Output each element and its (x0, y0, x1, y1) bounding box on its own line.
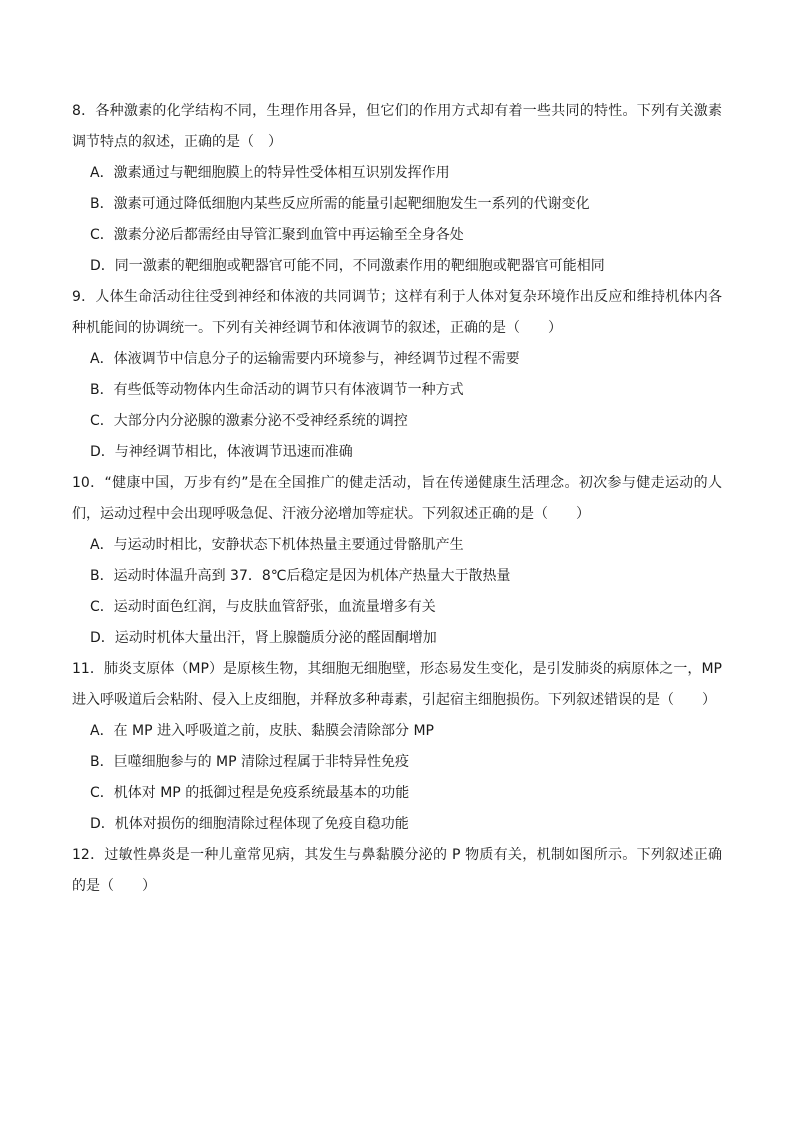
question-11 (72, 654, 722, 840)
question-9 (72, 282, 722, 468)
option-a: A．与运动时相比，安静状态下机体热量主要通过骨骼肌产生 (90, 537, 464, 553)
option-c: C．运动时面色红润，与皮肤血管舒张，血流量增多有关 (90, 599, 436, 615)
option-b: B．激素可通过降低细胞内某些反应所需的能量引起靶细胞发生一系列的代谢变化 (90, 196, 590, 212)
option-b: B．有些低等动物体内生命活动的调节只有体液调节一种方式 (90, 382, 464, 398)
option-d: D．与神经调节相比，体液调节迅速而准确 (90, 444, 353, 460)
question-8 (72, 96, 722, 282)
option-d: D．同一激素的靶细胞或靶器官可能不同，不同激素作用的靶细胞或靶器官可能相同 (90, 258, 605, 274)
question-stem: 11．肺炎支原体（MP）是原核生物，其细胞无细胞壁，形态易发生变化，是引发肺炎的病原体之一，MP 进入呼吸道后会粘附、侵入上皮细胞，并释放多种毒素，引起宿主细胞损伤。下列叙述错误的是（ ） (72, 661, 722, 708)
document-page (72, 96, 722, 902)
question-10 (72, 468, 722, 654)
question-stem: 9．人体生命活动往往受到神经和体液的共同调节；这样有利于人体对复杂环境作出反应和维持机体内各种机能间的协调统一。下列有关神经调节和体液调节的叙述，正确的是（ ） (72, 289, 722, 336)
option-b: B．运动时体温升高到 37．8℃后稳定是因为机体产热量大于散热量 (90, 568, 511, 584)
option-c: C．激素分泌后都需经由导管汇聚到血管中再运输至全身各处 (90, 227, 464, 243)
question-stem: 8．各种激素的化学结构不同，生理作用各异，但它们的作用方式却有着一些共同的特性。下列有关激素调节特点的叙述，正确的是（ ） (72, 103, 722, 150)
option-c: C．机体对 MP 的抵御过程是免疫系统最基本的功能 (90, 785, 410, 801)
question-12 (72, 840, 722, 902)
option-c: C．大部分内分泌腺的激素分泌不受神经系统的调控 (90, 413, 408, 429)
question-stem: 10．“健康中国，万步有约”是在全国推广的健走活动，旨在传递健康生活理念。初次参与健走运动的人们，运动过程中会出现呼吸急促、汗液分泌增加等症状。下列叙述正确的是（ ） (72, 475, 722, 522)
option-d: D．机体对损伤的细胞清除过程体现了免疫自稳功能 (90, 816, 409, 832)
option-a: A．激素通过与靶细胞膜上的特异性受体相互识别发挥作用 (90, 165, 450, 181)
option-a: A．在 MP 进入呼吸道之前，皮肤、黏膜会清除部分 MP (90, 723, 434, 739)
question-stem: 12．过敏性鼻炎是一种儿童常见病，其发生与鼻黏膜分泌的 P 物质有关，机制如图所示。下列叙述正确的是（ ） (72, 847, 722, 894)
option-b: B．巨噬细胞参与的 MP 清除过程属于非特异性免疫 (90, 754, 410, 770)
option-d: D．运动时机体大量出汗，肾上腺髓质分泌的醛固酮增加 (90, 630, 437, 646)
option-a: A．体液调节中信息分子的运输需要内环境参与，神经调节过程不需要 (90, 351, 520, 367)
